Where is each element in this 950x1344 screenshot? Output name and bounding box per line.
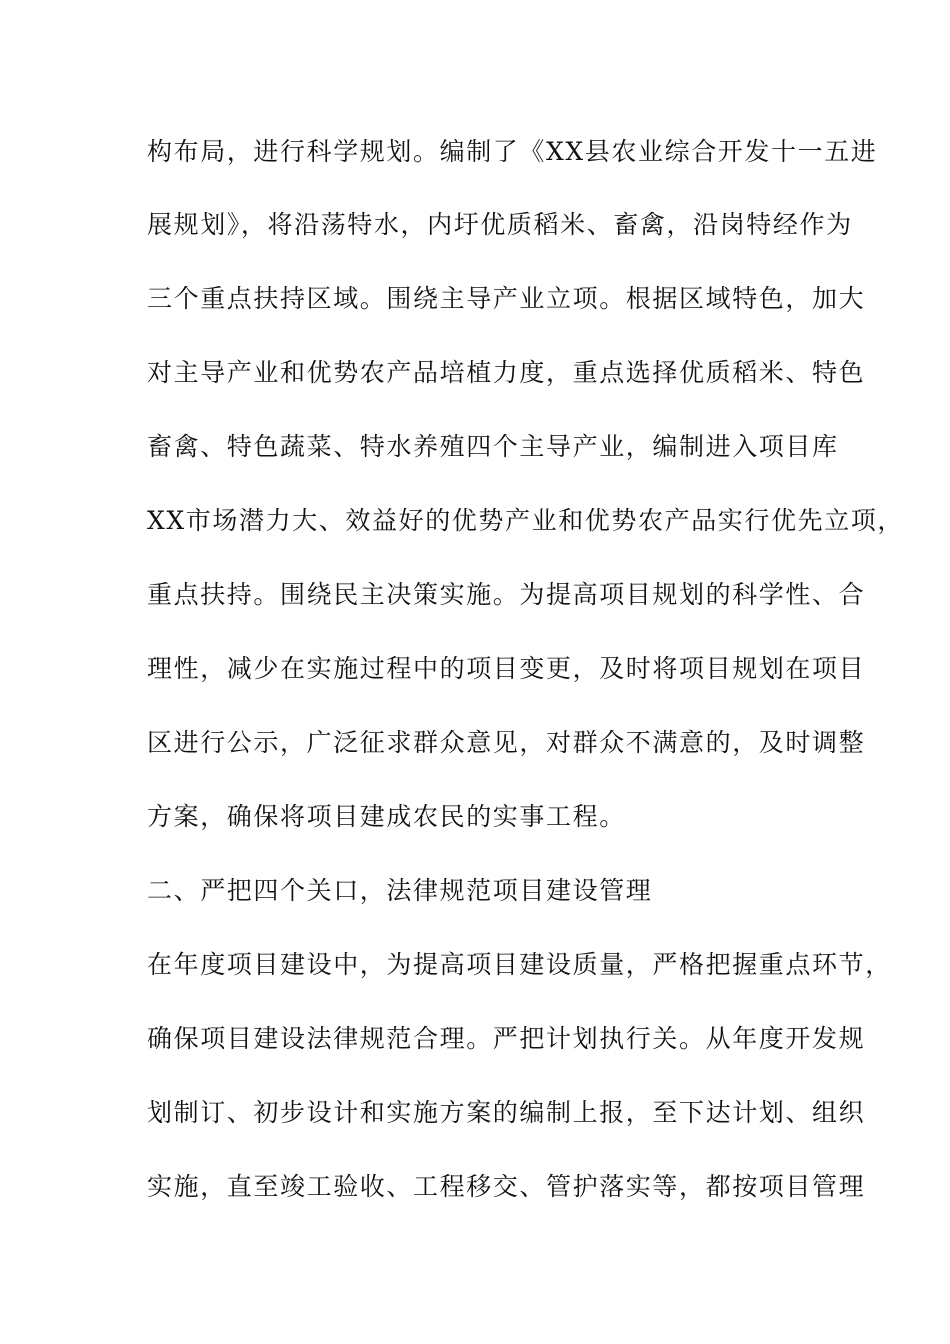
text-line-4: 对主导产业和优势农产品培植力度，重点选择优质稻米、特色 [147,358,866,387]
text-line-9: 区进行公示，广泛征求群众意见，对群众不满意的，及时调整 [147,728,866,757]
text-line-13: 确保项目建设法律规范合理。严把计划执行关。从年度开发规 [147,1024,866,1053]
text-line-5: 畜禽、特色蔬菜、特水养殖四个主导产业，编制进入项目库 [147,432,839,461]
text-line-3: 三个重点扶持区域。围绕主导产业立项。根据区域特色，加大 [147,284,866,313]
text-line-14: 划制订、初步设计和实施方案的编制上报，至下达计划、组织 [147,1098,866,1127]
text-line-12: 在年度项目建设中，为提高项目建设质量，严格把握重点环节， [147,950,892,979]
text-line-2: 展规划》，将沿荡特水，内圩优质稻米、畜禽，沿岗特经作为 [147,210,853,239]
text-line-6: XX市场潜力大、效益好的优势产业和优势农产品实行优先立项， [147,506,904,535]
text-line-1: 构布局，进行科学规划。编制了《XX县农业综合开发十一五进 [147,137,878,166]
text-line-7: 重点扶持。围绕民主决策实施。为提高项目规划的科学性、合 [147,580,866,609]
text-line-10: 方案，确保将项目建成农民的实事工程。 [147,802,626,831]
section-heading: 二、严把四个关口，法律规范项目建设管理 [147,876,653,905]
text-line-15: 实施，直至竣工验收、工程移交、管护落实等，都按项目管理 [147,1172,866,1201]
text-line-8: 理性，减少在实施过程中的项目变更，及时将项目规划在项目 [147,654,866,683]
